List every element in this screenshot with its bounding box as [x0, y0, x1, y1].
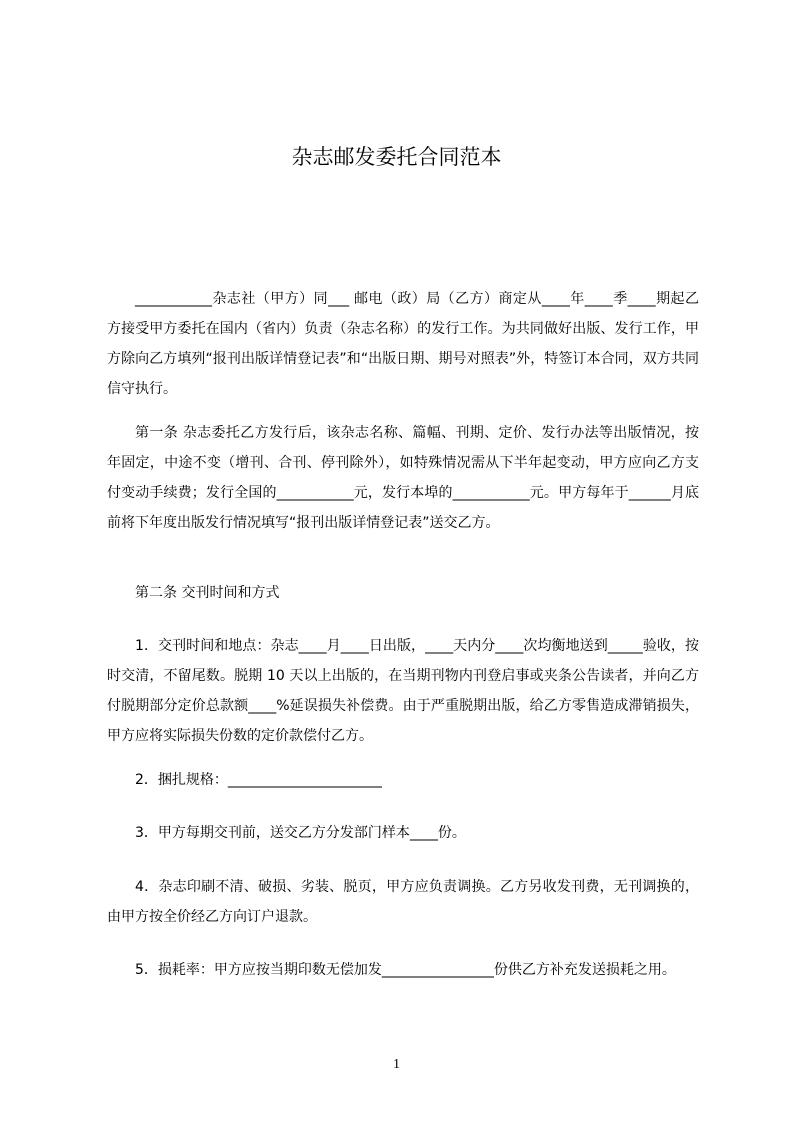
page-number: 1: [393, 1057, 400, 1072]
clause-2-paragraph: 2．捆扎规格：______________________: [135, 772, 382, 788]
article-2-heading: 第二条 交刊时间和方式: [135, 585, 280, 601]
intro-paragraph: ___________杂志社（甲方）同___ 邮电（政）局（乙方）商定从____年____季____期起乙方接受甲方委托在国内（省内）负责（杂志名称）的发行工作。为共同做好出版、发行工作，甲方除向乙方填列“报刊出版详情登记表”和“出版日期、期号对照表”外，特签订本合同，双方共同信守执行。: [107, 291, 699, 397]
document-title: 杂志邮发委托合同范本: [291, 145, 502, 169]
clause-5-paragraph: 5．损耗率：甲方应按当期印数无偿加发________________份供乙方补充发送损耗之用。: [135, 962, 676, 978]
clause-1-paragraph: 1．交刊时间和地点：杂志____月____日出版，____天内分____次均衡地送到_____验收，按时交清，不留尾数。脱期 10 天以上出版的，在当期刊物内刊登启事或夹条公告读者，并向乙方付脱期部分定价总款额____%延误损失补偿费。由于严重脱期出版，给乙方零售造成滞销损失，甲方应将实际损失份数的定价款偿付乙方。: [107, 638, 699, 744]
clause-4-paragraph: 4．杂志印刷不清、破损、劣装、脱页，甲方应负责调换。乙方另收发刊费，无刊调换的，由甲方按全价经乙方向订户退款。: [107, 879, 699, 925]
article-1-paragraph: 第一条 杂志委托乙方发行后，该杂志名称、篇幅、刊期、定价、发行办法等出版情况，按年固定，中途不变（增刊、合刊、停刊除外），如特殊情况需从下半年起变动，甲方应向乙方支付变动手续费；发行全国的___________元，发行本埠的___________元。甲方每年于______月底前将下年度出版发行情况填写“报刊出版详情登记表”送交乙方。: [107, 425, 699, 531]
clause-3-paragraph: 3．甲方每期交刊前，送交乙方分发部门样本____份。: [135, 825, 466, 841]
